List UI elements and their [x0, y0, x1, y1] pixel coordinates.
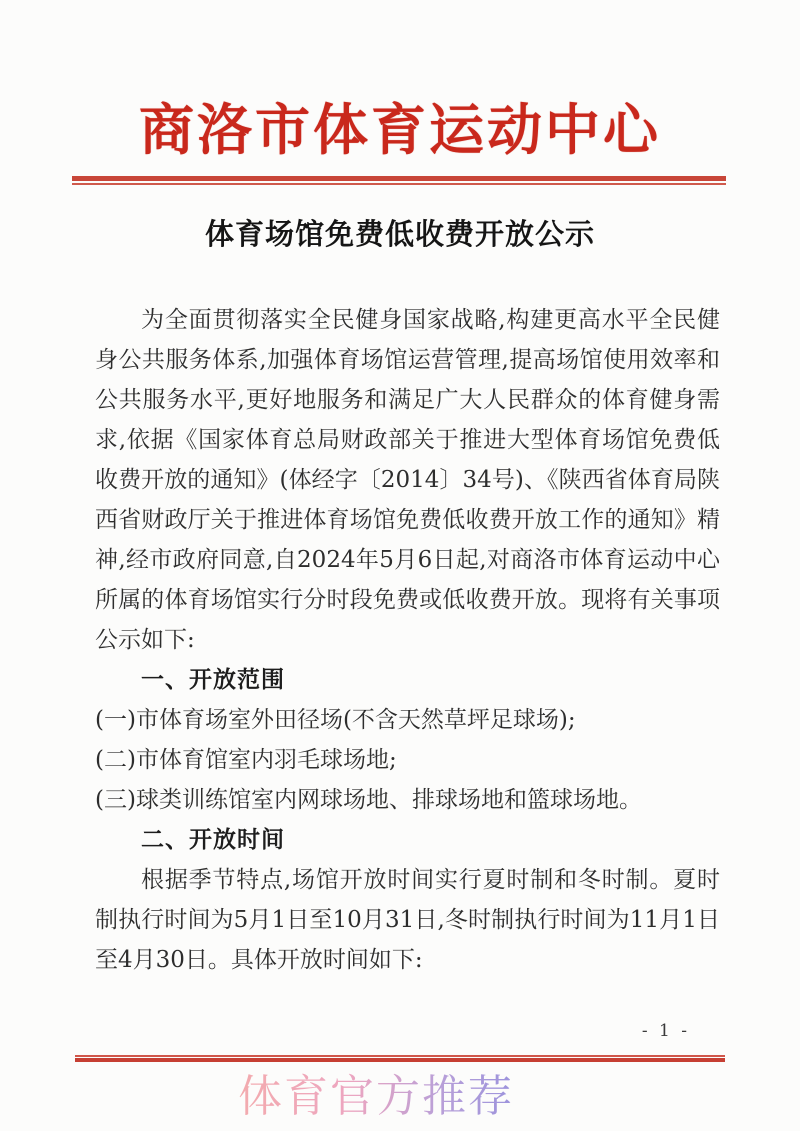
page-number: - 1 - — [641, 1021, 690, 1041]
organization-title: 商洛市体育运动中心 — [138, 97, 661, 162]
document-body — [95, 300, 720, 980]
schedule-paragraph: 根据季节特点,场馆开放时间实行夏时制和冬时制。夏时制执行时间为5月1日至10月31日,冬时制执行时间为11月1日至4月30日。具体开放时间如下: — [95, 867, 720, 973]
document-title: 体育场馆免费低收费开放公示 — [204, 217, 595, 251]
watermark-text: 体育官方推荐 — [238, 1060, 514, 1124]
section-heading-2: 二、开放时间 — [141, 827, 285, 853]
scope-item-1: (一)市体育场室外田径场(不含天然草坪足球场); — [95, 707, 576, 733]
header-divider-rule — [72, 176, 726, 185]
scope-item-2: (二)市体育馆室内羽毛球场地; — [95, 747, 397, 773]
scope-item-3: (三)球类训练馆室内网球场地、排球场地和篮球场地。 — [95, 787, 642, 813]
intro-paragraph: 为全面贯彻落实全民健身国家战略,构建更高水平全民健身公共服务体系,加强体育场馆运营管理,提高场馆使用效率和公共服务水平,更好地服务和满足广大人民群众的体育健身需求,依据《国家体育总局财政部关于推进大型体育场馆免费低收费开放的通知》(体经字〔2014〕34号)、《陕西省体育局陕西省财政厅关于推进体育场馆免费低收费开放工作的通知》精神,经市政府同意,自2024年5月6日起,对商洛市体育运动中心所属的体育场馆实行分时段免费或低收费开放。现将有关事项公示如下: — [95, 307, 720, 653]
section-heading-1: 一、开放范围 — [141, 667, 285, 693]
